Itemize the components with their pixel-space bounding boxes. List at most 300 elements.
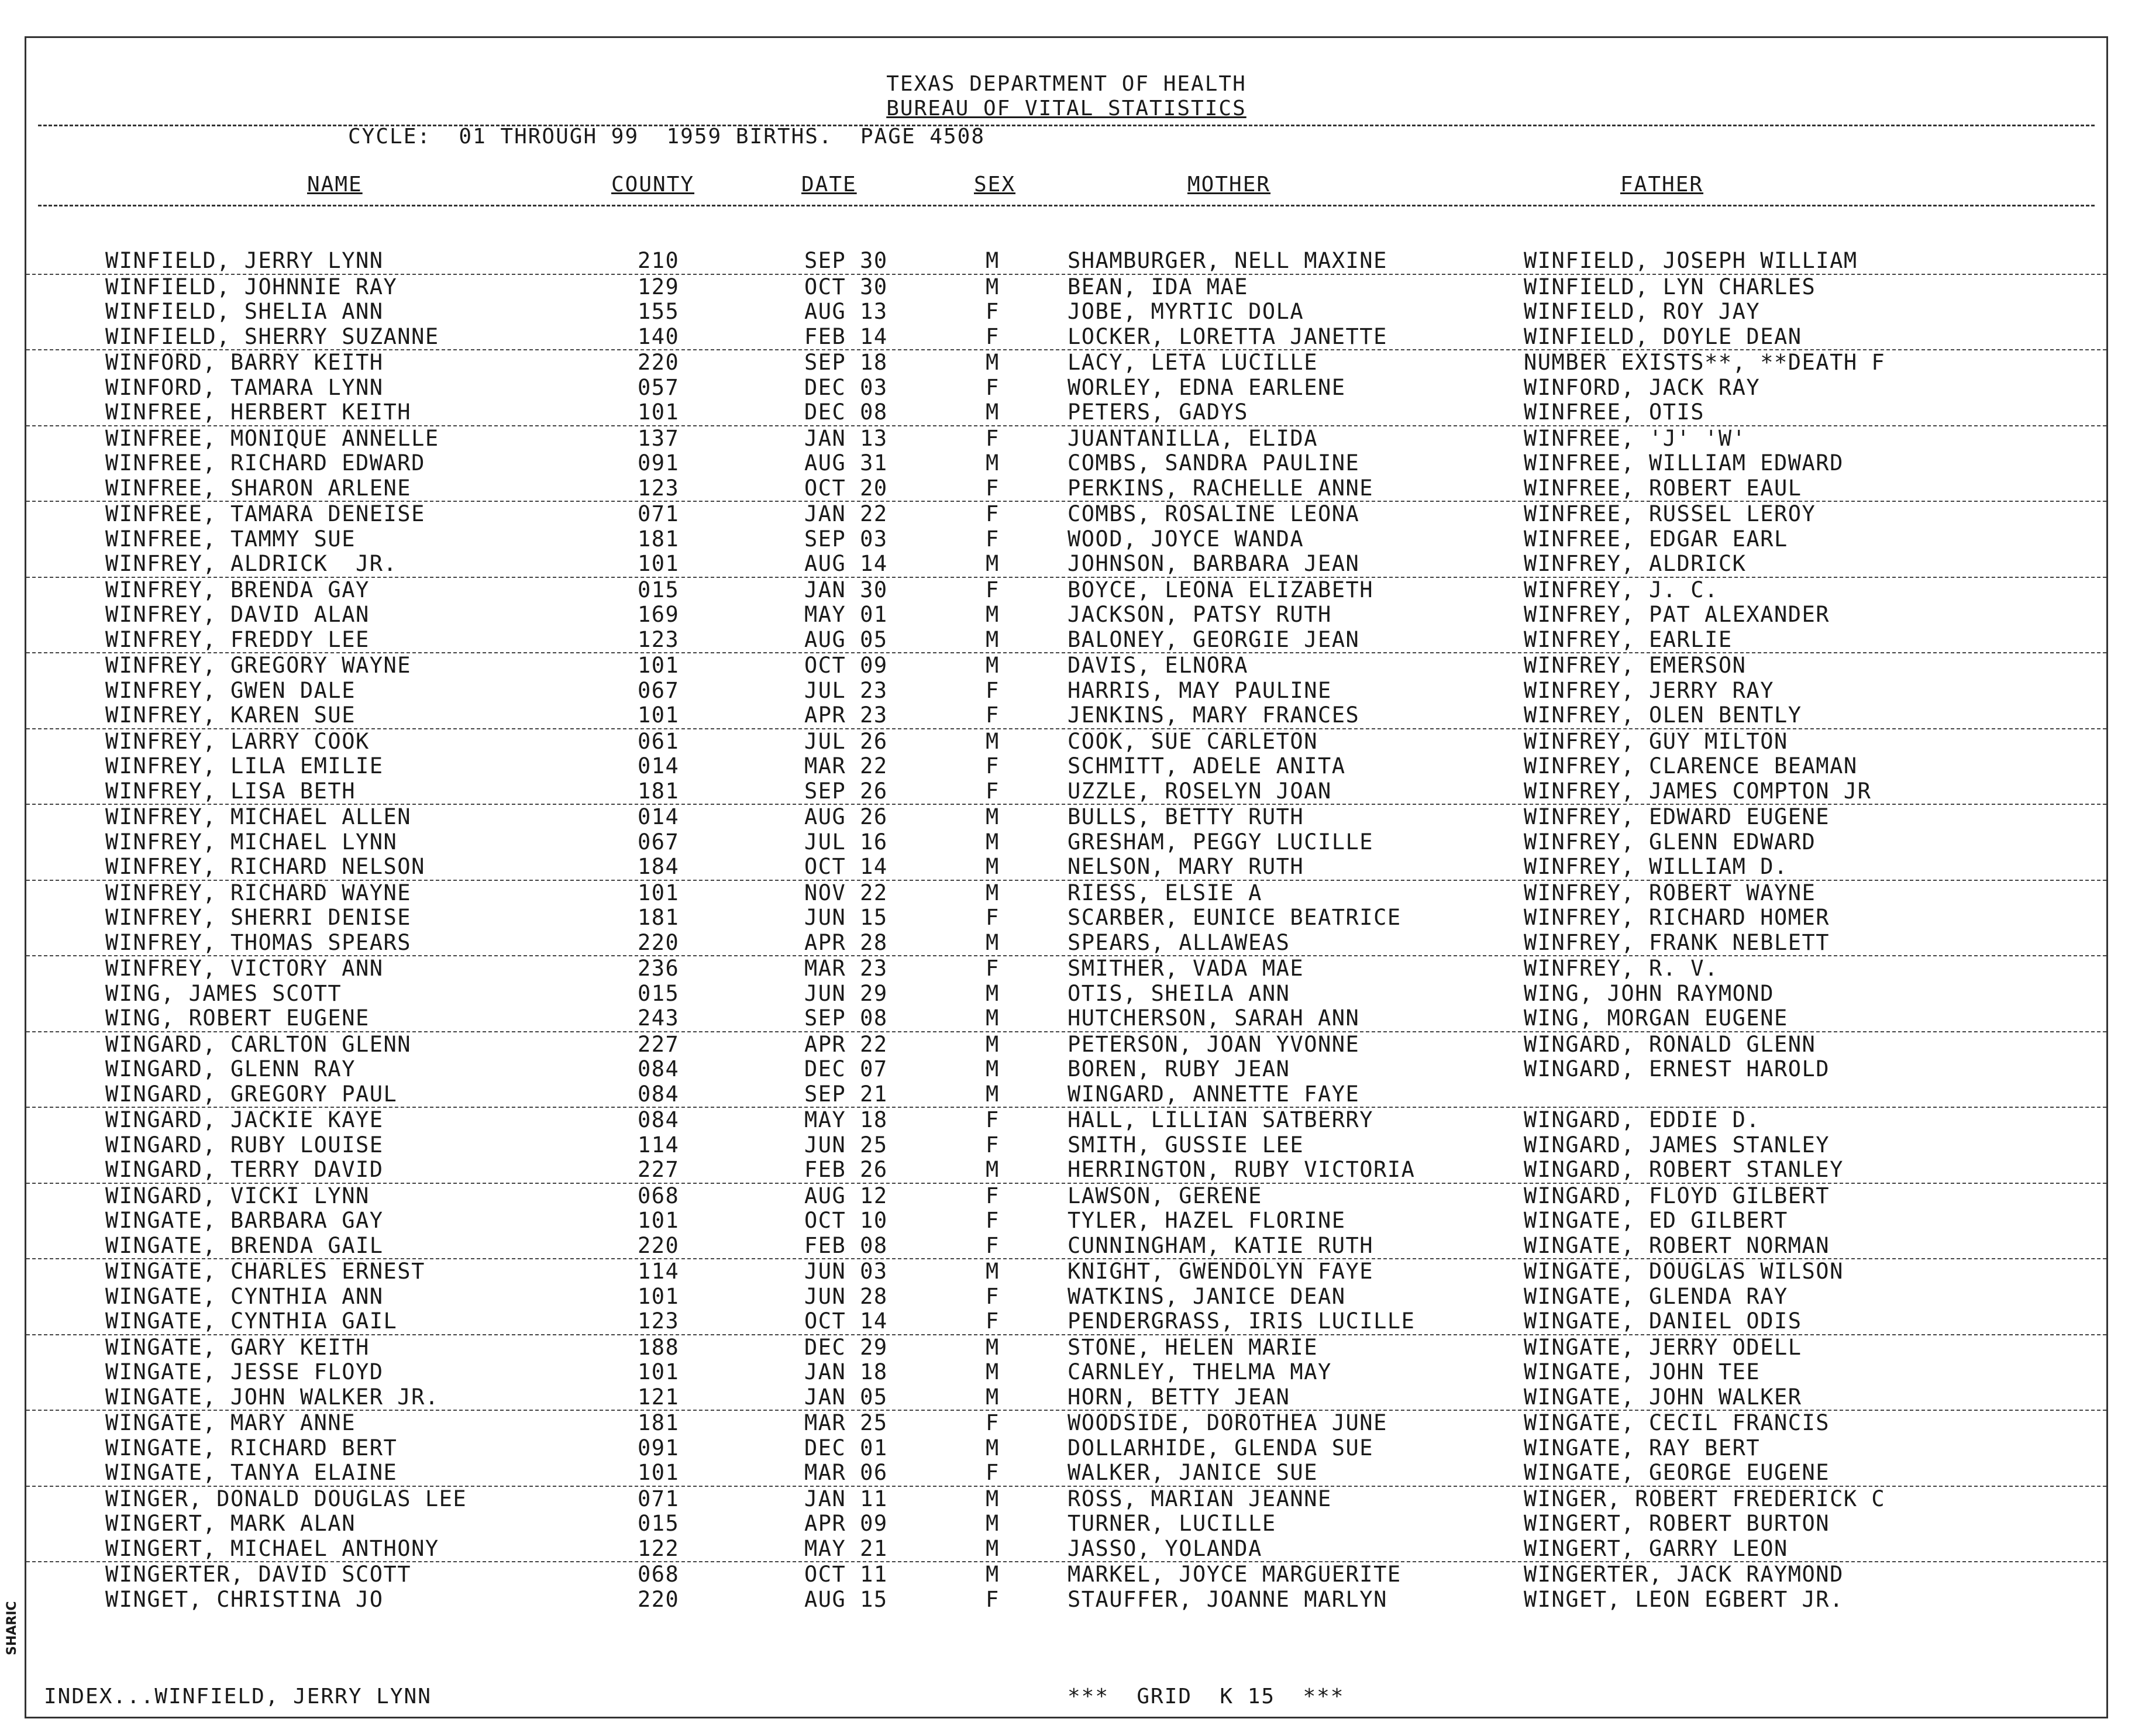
- cell-date: JAN 22: [804, 501, 888, 526]
- cell-mother: PETERSON, JOAN YVONNE: [1068, 1031, 1360, 1057]
- table-row: [26, 527, 2106, 552]
- cell-county: 068: [638, 1183, 680, 1208]
- table-row: [26, 602, 2106, 628]
- cell-name: WINFREY, VICTORY ANN: [105, 956, 384, 981]
- cell-mother: STONE, HELEN MARIE: [1068, 1334, 1318, 1360]
- cell-father: WINGATE, ED GILBERT: [1524, 1208, 1788, 1233]
- cell-father: WINFORD, JACK RAY: [1524, 374, 1761, 400]
- cell-county: 181: [638, 526, 680, 552]
- cell-name: WINFREE, SHARON ARLENE: [105, 475, 412, 501]
- cell-mother: DAVIS, ELNORA: [1068, 653, 1249, 678]
- cell-date: JUN 03: [804, 1259, 888, 1284]
- table-row: [26, 1309, 2106, 1335]
- cell-father: WINFIELD, DOYLE DEAN: [1524, 323, 1802, 349]
- cell-sex: F: [986, 1208, 1000, 1233]
- cell-date: JAN 18: [804, 1359, 888, 1384]
- cell-county: 220: [638, 1586, 680, 1612]
- column-header-date: DATE: [801, 173, 857, 197]
- cell-mother: CARNLEY, THELMA MAY: [1068, 1359, 1332, 1384]
- cell-sex: F: [986, 425, 1000, 451]
- index-label: INDEX...WINFIELD, JERRY LYNN: [44, 1685, 432, 1709]
- cell-county: 071: [638, 501, 680, 526]
- cell-mother: HARRIS, MAY PAULINE: [1068, 677, 1332, 703]
- cell-mother: COOK, SUE CARLETON: [1068, 728, 1318, 754]
- cell-mother: SMITH, GUSSIE LEE: [1068, 1132, 1304, 1158]
- cell-father: WINGERT, ROBERT BURTON: [1524, 1511, 1830, 1536]
- cell-sex: M: [986, 1031, 1000, 1057]
- cell-sex: F: [986, 374, 1000, 400]
- table-row: [26, 981, 2106, 1007]
- cell-mother: MARKEL, JOYCE MARGUERITE: [1068, 1562, 1401, 1587]
- cell-county: 091: [638, 450, 680, 476]
- cell-name: WINFREY, SHERRI DENISE: [105, 905, 412, 930]
- cell-county: 220: [638, 1232, 680, 1258]
- cell-date: AUG 26: [804, 804, 888, 829]
- cell-father: WINGERTER, JACK RAYMOND: [1524, 1562, 1844, 1587]
- cell-name: WINFREY, GWEN DALE: [105, 677, 356, 703]
- cell-county: 071: [638, 1486, 680, 1511]
- cell-mother: BALONEY, GEORGIE JEAN: [1068, 626, 1360, 652]
- cell-county: 015: [638, 980, 680, 1006]
- cell-sex: M: [986, 980, 1000, 1006]
- cell-date: JUL 23: [804, 677, 888, 703]
- cell-mother: SHAMBURGER, NELL MAXINE: [1068, 248, 1387, 273]
- table-row: [26, 376, 2106, 401]
- cell-mother: JENKINS, MARY FRANCES: [1068, 702, 1360, 728]
- cell-sex: M: [986, 1511, 1000, 1536]
- cell-sex: F: [986, 677, 1000, 703]
- cell-date: AUG 14: [804, 551, 888, 576]
- cycle-line: CYCLE: 01 THROUGH 99 1959 BIRTHS. PAGE 4508: [348, 125, 985, 149]
- cell-date: AUG 31: [804, 450, 888, 476]
- cell-county: 188: [638, 1334, 680, 1360]
- cell-name: WINGARD, GLENN RAY: [105, 1056, 356, 1081]
- cell-sex: F: [986, 1183, 1000, 1208]
- cell-sex: F: [986, 299, 1000, 324]
- table-row: [26, 426, 2106, 452]
- cell-county: 061: [638, 728, 680, 754]
- table-row: [26, 653, 2106, 678]
- cell-county: 243: [638, 1005, 680, 1031]
- cell-county: 091: [638, 1435, 680, 1461]
- cell-name: WINFREE, TAMMY SUE: [105, 526, 356, 552]
- cell-date: DEC 01: [804, 1435, 888, 1461]
- cell-name: WINGARD, RUBY LOUISE: [105, 1132, 384, 1158]
- cell-name: WINGARD, CARLTON GLENN: [105, 1031, 412, 1057]
- cell-date: MAY 01: [804, 602, 888, 627]
- cell-county: 101: [638, 880, 680, 905]
- cell-county: 084: [638, 1081, 680, 1107]
- cell-name: WINGARD, TERRY DAVID: [105, 1157, 384, 1182]
- cell-mother: HALL, LILLIAN SATBERRY: [1068, 1107, 1374, 1132]
- table-row: [26, 299, 2106, 325]
- cell-sex: M: [986, 1435, 1000, 1461]
- cell-name: WINGATE, TANYA ELAINE: [105, 1460, 398, 1485]
- cell-sex: M: [986, 1562, 1000, 1587]
- cell-county: 123: [638, 626, 680, 652]
- table-row: [26, 325, 2106, 351]
- cell-father: WINFREY, FRANK NEBLETT: [1524, 929, 1830, 955]
- cell-mother: CUNNINGHAM, KATIE RUTH: [1068, 1232, 1374, 1258]
- cell-father: WINFREY, ROBERT WAYNE: [1524, 880, 1816, 905]
- cell-mother: WINGARD, ANNETTE FAYE: [1068, 1081, 1360, 1107]
- cell-mother: WOOD, JOYCE WANDA: [1068, 526, 1304, 552]
- cell-date: OCT 14: [804, 854, 888, 879]
- cell-sex: M: [986, 350, 1000, 375]
- cell-name: WINFREY, KAREN SUE: [105, 702, 356, 728]
- cell-county: 067: [638, 829, 680, 855]
- cell-mother: STAUFFER, JOANNE MARLYN: [1068, 1586, 1387, 1612]
- cell-date: JAN 11: [804, 1486, 888, 1511]
- cell-county: 123: [638, 1308, 680, 1334]
- cell-mother: WATKINS, JANICE DEAN: [1068, 1283, 1346, 1309]
- table-row: [26, 1234, 2106, 1260]
- cell-mother: KNIGHT, GWENDOLYN FAYE: [1068, 1259, 1374, 1284]
- cell-sex: M: [986, 602, 1000, 627]
- table-row: [26, 1537, 2106, 1563]
- column-header-father: FATHER: [1620, 173, 1704, 197]
- cell-name: WINFIELD, JOHNNIE RAY: [105, 274, 398, 299]
- cell-date: MAR 25: [804, 1410, 888, 1435]
- cell-father: WINFIELD, JOSEPH WILLIAM: [1524, 248, 1858, 273]
- table-row: [26, 805, 2106, 830]
- cell-date: APR 28: [804, 929, 888, 955]
- cell-mother: WORLEY, EDNA EARLENE: [1068, 374, 1346, 400]
- cell-sex: F: [986, 323, 1000, 349]
- cell-sex: M: [986, 399, 1000, 425]
- cell-date: APR 22: [804, 1031, 888, 1057]
- cell-sex: M: [986, 829, 1000, 855]
- cell-mother: LOCKER, LORETTA JANETTE: [1068, 323, 1387, 349]
- cell-date: APR 09: [804, 1511, 888, 1536]
- column-header-sex: SEX: [974, 173, 1016, 197]
- cell-mother: DOLLARHIDE, GLENDA SUE: [1068, 1435, 1374, 1461]
- cell-sex: M: [986, 728, 1000, 754]
- cell-county: 101: [638, 551, 680, 576]
- cell-mother: JACKSON, PATSY RUTH: [1068, 602, 1332, 627]
- cell-name: WINFREE, RICHARD EDWARD: [105, 450, 425, 476]
- table-row: [26, 476, 2106, 502]
- cell-father: WINGARD, ERNEST HAROLD: [1524, 1056, 1830, 1081]
- cell-date: AUG 12: [804, 1183, 888, 1208]
- cell-county: 084: [638, 1107, 680, 1132]
- cell-date: SEP 03: [804, 526, 888, 552]
- table-row: [26, 830, 2106, 855]
- cell-name: WINFREY, BRENDA GAY: [105, 577, 370, 602]
- cell-county: 123: [638, 475, 680, 501]
- cell-sex: M: [986, 1535, 1000, 1561]
- table-row: [26, 1487, 2106, 1512]
- table-row: [26, 1057, 2106, 1082]
- cell-date: DEC 29: [804, 1334, 888, 1360]
- cell-father: WINFREY, RICHARD HOMER: [1524, 905, 1830, 930]
- cell-county: 114: [638, 1132, 680, 1158]
- cell-sex: M: [986, 1384, 1000, 1410]
- cell-name: WINGATE, BRENDA GAIL: [105, 1232, 384, 1258]
- cell-mother: BULLS, BETTY RUTH: [1068, 804, 1304, 829]
- cell-date: JAN 13: [804, 425, 888, 451]
- table-row: [26, 1385, 2106, 1411]
- cell-sex: F: [986, 1283, 1000, 1309]
- cell-mother: BOYCE, LEONA ELIZABETH: [1068, 577, 1374, 602]
- cell-date: OCT 11: [804, 1562, 888, 1587]
- cell-date: MAR 23: [804, 956, 888, 981]
- table-row: [26, 1082, 2106, 1108]
- cell-date: SEP 26: [804, 778, 888, 804]
- cell-county: 220: [638, 350, 680, 375]
- cell-father: WINFREY, JERRY RAY: [1524, 677, 1774, 703]
- cell-name: WINFREE, MONIQUE ANNELLE: [105, 425, 439, 451]
- cell-mother: JOHNSON, BARBARA JEAN: [1068, 551, 1360, 576]
- cell-date: OCT 10: [804, 1208, 888, 1233]
- cell-sex: M: [986, 1259, 1000, 1284]
- table-row: [26, 502, 2106, 527]
- cell-mother: TYLER, HAZEL FLORINE: [1068, 1208, 1346, 1233]
- cell-father: WINFREE, RUSSEL LEROY: [1524, 501, 1816, 526]
- cell-county: 210: [638, 248, 680, 273]
- cell-sex: F: [986, 501, 1000, 526]
- cell-sex: M: [986, 880, 1000, 905]
- cell-date: JUN 29: [804, 980, 888, 1006]
- cell-sex: F: [986, 778, 1000, 804]
- cell-mother: COMBS, SANDRA PAULINE: [1068, 450, 1360, 476]
- cell-name: WINFREY, THOMAS SPEARS: [105, 929, 412, 955]
- cell-mother: PENDERGRASS, IRIS LUCILLE: [1068, 1308, 1416, 1334]
- cell-county: 101: [638, 702, 680, 728]
- cell-date: AUG 15: [804, 1586, 888, 1612]
- cell-mother: HUTCHERSON, SARAH ANN: [1068, 1005, 1360, 1031]
- cell-county: 014: [638, 804, 680, 829]
- cell-name: WINGERTER, DAVID SCOTT: [105, 1562, 412, 1587]
- cell-sex: M: [986, 1157, 1000, 1182]
- cell-mother: ROSS, MARIAN JEANNE: [1068, 1486, 1332, 1511]
- cell-sex: M: [986, 248, 1000, 273]
- cell-sex: F: [986, 577, 1000, 602]
- cell-sex: M: [986, 274, 1000, 299]
- grid-label: *** GRID K 15 ***: [1068, 1685, 1345, 1709]
- table-row: [26, 703, 2106, 729]
- cell-sex: M: [986, 1056, 1000, 1081]
- table-row: [26, 956, 2106, 981]
- cell-father: WINFREY, PAT ALEXANDER: [1524, 602, 1830, 627]
- table-row: [26, 1259, 2106, 1284]
- cell-father: WINFREY, CLARENCE BEAMAN: [1524, 753, 1858, 779]
- table-row: [26, 1184, 2106, 1209]
- cell-sex: M: [986, 1081, 1000, 1107]
- column-header-county: COUNTY: [611, 173, 695, 197]
- cell-date: DEC 08: [804, 399, 888, 425]
- table-row: [26, 1411, 2106, 1436]
- cell-name: WINGATE, CHARLES ERNEST: [105, 1259, 425, 1284]
- cell-sex: F: [986, 1232, 1000, 1258]
- cell-name: WINFREY, LARRY COOK: [105, 728, 370, 754]
- table-row: [26, 1587, 2106, 1613]
- cell-date: JUN 25: [804, 1132, 888, 1158]
- cell-county: 067: [638, 677, 680, 703]
- cell-name: WINGARD, JACKIE KAYE: [105, 1107, 384, 1132]
- cell-name: WINFREY, LISA BETH: [105, 778, 356, 804]
- cell-county: 101: [638, 653, 680, 678]
- cell-county: 114: [638, 1259, 680, 1284]
- cell-name: WINFREY, LILA EMILIE: [105, 753, 384, 779]
- table-row: [26, 779, 2106, 805]
- cell-father: WINGATE, RAY BERT: [1524, 1435, 1761, 1461]
- cell-father: WINFREE, OTIS: [1524, 399, 1705, 425]
- table-row: [26, 1436, 2106, 1461]
- cell-father: NUMBER EXISTS**, **DEATH F: [1524, 350, 1886, 375]
- cell-county: 015: [638, 577, 680, 602]
- cell-father: WING, MORGAN EUGENE: [1524, 1005, 1788, 1031]
- cell-county: 122: [638, 1535, 680, 1561]
- table-row: [26, 1562, 2106, 1587]
- cell-mother: GRESHAM, PEGGY LUCILLE: [1068, 829, 1374, 855]
- cell-name: WINFREY, RICHARD WAYNE: [105, 880, 412, 905]
- table-row: [26, 855, 2106, 881]
- cell-date: SEP 18: [804, 350, 888, 375]
- cell-sex: M: [986, 804, 1000, 829]
- cell-date: SEP 30: [804, 248, 888, 273]
- cell-sex: M: [986, 1334, 1000, 1360]
- cell-sex: M: [986, 626, 1000, 652]
- cell-date: FEB 26: [804, 1157, 888, 1182]
- header-divider: [38, 125, 2095, 126]
- table-row: [26, 1208, 2106, 1234]
- cell-father: WINGARD, EDDIE D.: [1524, 1107, 1761, 1132]
- cell-date: OCT 14: [804, 1308, 888, 1334]
- cell-date: OCT 30: [804, 274, 888, 299]
- cell-father: WINGET, LEON EGBERT JR.: [1524, 1586, 1844, 1612]
- cell-date: JUN 15: [804, 905, 888, 930]
- cell-name: WINGATE, BARBARA GAY: [105, 1208, 384, 1233]
- cell-mother: SPEARS, ALLAWEAS: [1068, 929, 1290, 955]
- cell-father: WINGARD, RONALD GLENN: [1524, 1031, 1816, 1057]
- table-row: [26, 1511, 2106, 1537]
- records-table: [26, 249, 2106, 1612]
- cell-name: WINFREE, HERBERT KEITH: [105, 399, 412, 425]
- cell-sex: M: [986, 854, 1000, 879]
- cell-mother: OTIS, SHEILA ANN: [1068, 980, 1290, 1006]
- cell-date: DEC 07: [804, 1056, 888, 1081]
- cell-sex: F: [986, 956, 1000, 981]
- cell-name: WINGARD, VICKI LYNN: [105, 1183, 370, 1208]
- cell-county: 084: [638, 1056, 680, 1081]
- cell-county: 137: [638, 425, 680, 451]
- cell-county: 140: [638, 323, 680, 349]
- table-row: [26, 1108, 2106, 1133]
- cell-date: DEC 03: [804, 374, 888, 400]
- cell-mother: WOODSIDE, DOROTHEA JUNE: [1068, 1410, 1387, 1435]
- cell-date: JAN 05: [804, 1384, 888, 1410]
- cell-father: WINFREY, EDWARD EUGENE: [1524, 804, 1830, 829]
- cell-county: 015: [638, 1511, 680, 1536]
- cell-father: WINGATE, ROBERT NORMAN: [1524, 1232, 1830, 1258]
- cell-father: WINGARD, ROBERT STANLEY: [1524, 1157, 1844, 1182]
- cell-mother: TURNER, LUCILLE: [1068, 1511, 1276, 1536]
- cell-county: 101: [638, 1283, 680, 1309]
- cell-mother: UZZLE, ROSELYN JOAN: [1068, 778, 1332, 804]
- table-row: [26, 451, 2106, 476]
- cell-mother: RIESS, ELSIE A: [1068, 880, 1262, 905]
- cell-name: WINGERT, MICHAEL ANTHONY: [105, 1535, 439, 1561]
- cell-mother: LACY, LETA LUCILLE: [1068, 350, 1318, 375]
- cell-name: WINFORD, TAMARA LYNN: [105, 374, 384, 400]
- cell-mother: BOREN, RUBY JEAN: [1068, 1056, 1290, 1081]
- cell-name: WINGATE, JESSE FLOYD: [105, 1359, 384, 1384]
- cell-father: WINFREY, J. C.: [1524, 577, 1719, 602]
- cell-mother: JOBE, MYRTIC DOLA: [1068, 299, 1304, 324]
- cell-sex: F: [986, 1107, 1000, 1132]
- cell-sex: M: [986, 653, 1000, 678]
- cell-name: WINFREY, GREGORY WAYNE: [105, 653, 412, 678]
- cell-father: WINFREY, JAMES COMPTON JR: [1524, 778, 1872, 804]
- column-header-name: NAME: [307, 173, 363, 197]
- cell-sex: M: [986, 1486, 1000, 1511]
- cell-name: WINGATE, GARY KEITH: [105, 1334, 370, 1360]
- column-header-mother: MOTHER: [1187, 173, 1271, 197]
- cell-date: JUL 16: [804, 829, 888, 855]
- cell-name: WING, JAMES SCOTT: [105, 980, 342, 1006]
- cell-father: WINGATE, JOHN WALKER: [1524, 1384, 1802, 1410]
- cell-father: WINFREY, GLENN EDWARD: [1524, 829, 1816, 855]
- cell-sex: M: [986, 1005, 1000, 1031]
- cell-father: WINFREE, EDGAR EARL: [1524, 526, 1788, 552]
- cell-name: WINFREY, RICHARD NELSON: [105, 854, 425, 879]
- cell-name: WINFREY, MICHAEL LYNN: [105, 829, 398, 855]
- cell-county: 227: [638, 1157, 680, 1182]
- table-row: [26, 552, 2106, 578]
- cell-date: FEB 14: [804, 323, 888, 349]
- cell-father: WINFIELD, ROY JAY: [1524, 299, 1761, 324]
- cell-county: 181: [638, 778, 680, 804]
- cell-name: WINFREY, DAVID ALAN: [105, 602, 370, 627]
- cell-county: 014: [638, 753, 680, 779]
- cell-sex: M: [986, 929, 1000, 955]
- cell-date: JAN 30: [804, 577, 888, 602]
- cell-date: MAY 18: [804, 1107, 888, 1132]
- bureau-title: BUREAU OF VITAL STATISTICS: [886, 97, 1246, 120]
- cell-date: SEP 21: [804, 1081, 888, 1107]
- cell-father: WINFIELD, LYN CHARLES: [1524, 274, 1816, 299]
- document-frame: [25, 36, 2108, 1718]
- cell-name: WINGATE, MARY ANNE: [105, 1410, 356, 1435]
- table-row: [26, 275, 2106, 300]
- cell-county: 181: [638, 1410, 680, 1435]
- cell-sex: F: [986, 1132, 1000, 1158]
- cell-county: 227: [638, 1031, 680, 1057]
- table-row: [26, 754, 2106, 779]
- cell-county: 101: [638, 399, 680, 425]
- cell-sex: F: [986, 1586, 1000, 1612]
- cell-sex: M: [986, 1359, 1000, 1384]
- table-row: [26, 628, 2106, 654]
- cell-name: WINGARD, GREGORY PAUL: [105, 1081, 398, 1107]
- cell-mother: PERKINS, RACHELLE ANNE: [1068, 475, 1374, 501]
- cell-county: 184: [638, 854, 680, 879]
- cell-sex: F: [986, 1460, 1000, 1485]
- cell-name: WINGATE, CYNTHIA GAIL: [105, 1308, 398, 1334]
- cell-mother: SMITHER, VADA MAE: [1068, 956, 1304, 981]
- cell-county: 169: [638, 602, 680, 627]
- table-row: [26, 1032, 2106, 1058]
- cell-father: WINFREE, 'J' 'W': [1524, 425, 1747, 451]
- cell-name: WINFREE, TAMARA DENEISE: [105, 501, 425, 526]
- cell-father: WINFREY, WILLIAM D.: [1524, 854, 1788, 879]
- cell-date: JUL 26: [804, 728, 888, 754]
- cell-county: 181: [638, 905, 680, 930]
- cell-county: 121: [638, 1384, 680, 1410]
- cell-mother: HERRINGTON, RUBY VICTORIA: [1068, 1157, 1416, 1182]
- cell-name: WINGET, CHRISTINA JO: [105, 1586, 384, 1612]
